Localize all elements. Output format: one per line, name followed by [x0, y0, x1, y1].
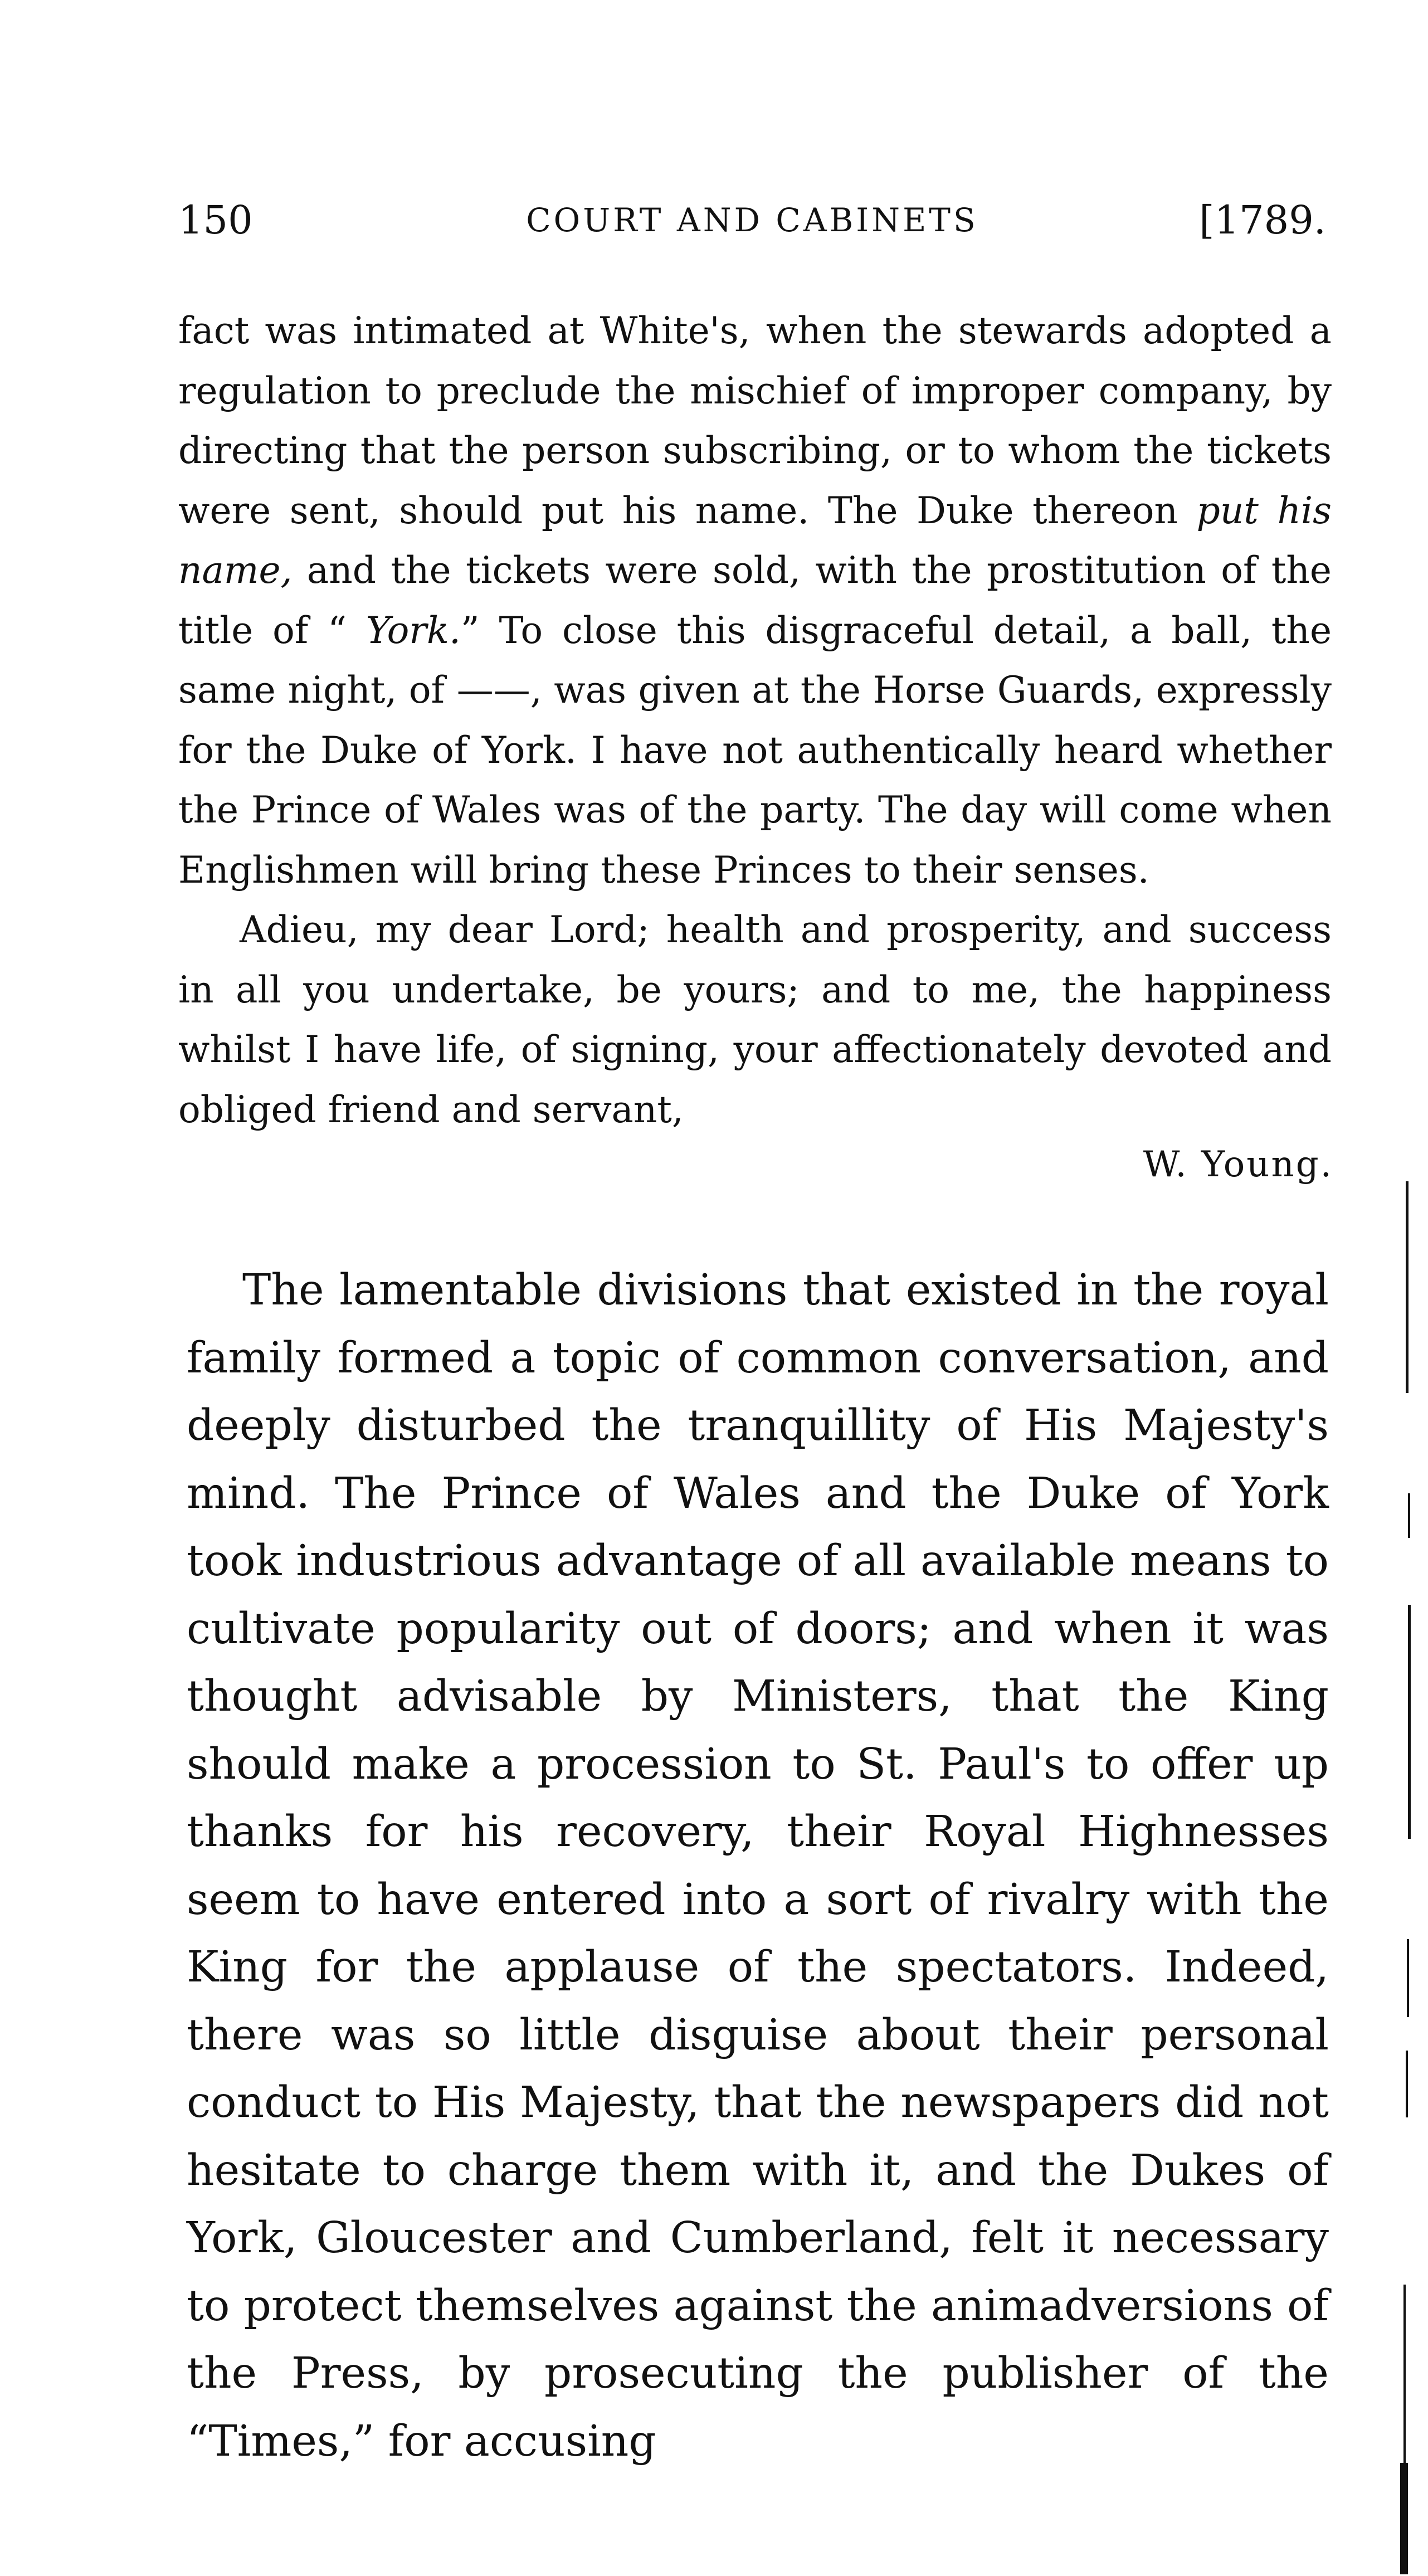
edge-line	[1408, 1493, 1410, 1538]
page-number: 150	[178, 197, 253, 243]
emphasis-york: York.	[365, 608, 461, 652]
running-title: COURT AND CABINETS	[526, 201, 978, 239]
narrative-paragraph: The lamentable divisions that existed in the royal family formed a topic of common conversation, and deeply disturbed the tranquillity of His Majesty's mind. The Prince of Wales and the Duke of York took industrious advantage of all available means to cultivate popularity out of doors; and when it was thought advisable by Ministers, that the King should make a procession to St. Paul's to offer up thanks for his recovery, their Royal Highnesses seem to have entered into a sort of rivalry with the King for the applause of the spectators. Indeed, there was so little disguise about their personal conduct to His Majesty, that the newspapers did not hesitate to charge them with it, and the Dukes of York, Gloucester and Cumberland, felt it necessary to protect themselves against the animadversions of the Press, by prosecuting the publisher of the “Times,” for accusing	[187, 1265, 1329, 2466]
letter-text-part: ” To close this disgraceful detail, a ball, the same night, of ——, was given at the Horse Guards, expressly for the Duke of York. I have not authentically heard whether the Prince of Wales was of the party. The day will come when Englishmen will bring these Princes to their senses.	[178, 608, 1332, 892]
letter-text	[178, 301, 1332, 1140]
signature: W. Young.	[1143, 1144, 1333, 1185]
edge-line	[1407, 1939, 1409, 2017]
edge-line	[1400, 2463, 1408, 2574]
year-marker: [1789.	[1199, 197, 1326, 243]
page-edge-marks	[1383, 1170, 1428, 2576]
narrative-text	[187, 1257, 1329, 2475]
letter-text-part: fact was intimated at White's, when the stewards adopted a regulation to preclude the mischief of improper company, by directing that the person subscribing, or to whom the tickets were sent, should put his name. The Duke thereon	[178, 309, 1332, 532]
letter-paragraph-2: Adieu, my dear Lord; health and prosperity, and success in all you undertake, be yours; and to me, the happiness whilst I have life, of signing, your affectionately devoted and obliged friend and servant,	[178, 908, 1332, 1131]
running-header	[178, 195, 1326, 245]
edge-line	[1403, 2285, 1406, 2463]
letter-text-part: and the tickets were sold, with the prostitution of the title of “	[178, 549, 1332, 652]
emphasis-put-his-name: put his name,	[178, 489, 1332, 592]
letter-paragraph-1	[178, 301, 1332, 900]
edge-line	[1406, 2051, 1408, 2117]
edge-line	[1406, 1181, 1408, 1393]
edge-line	[1408, 1605, 1411, 1839]
